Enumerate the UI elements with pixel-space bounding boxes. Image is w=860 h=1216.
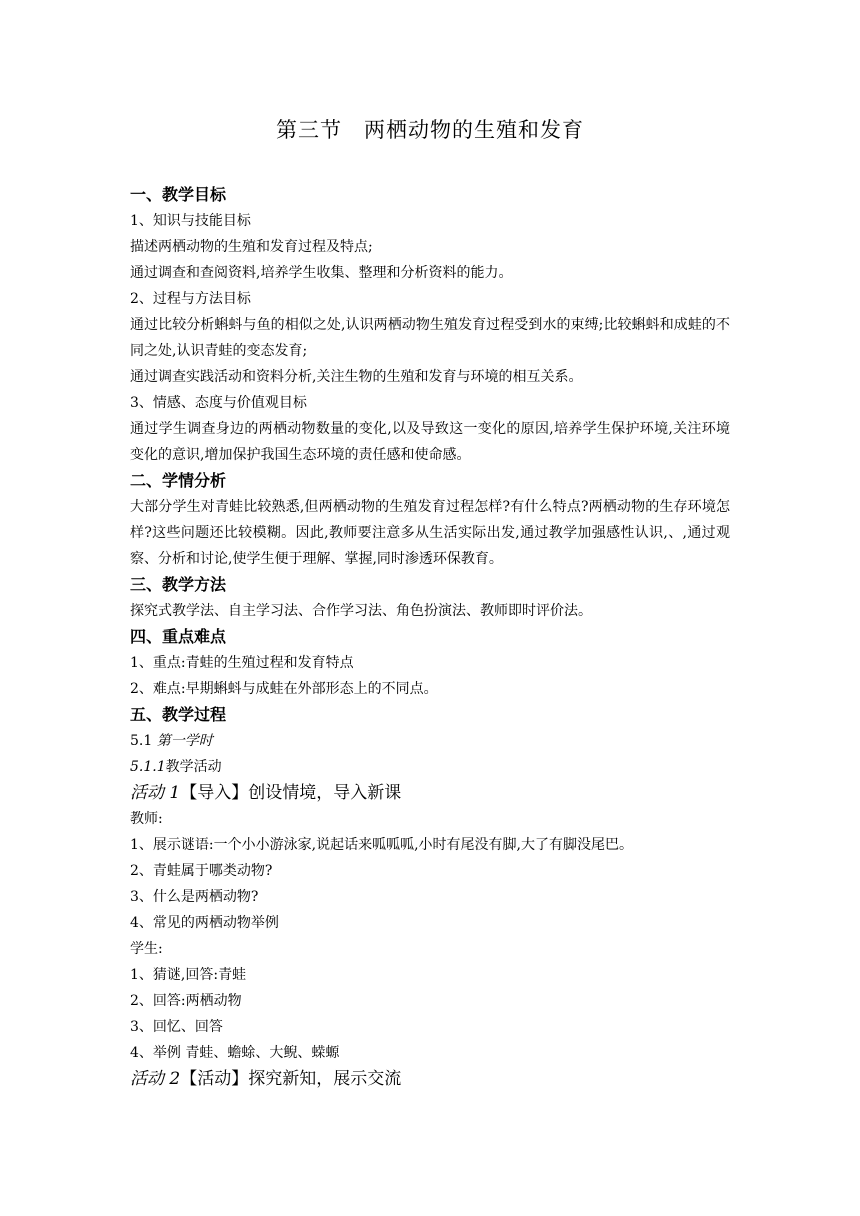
list-item: 2、回答:两栖动物 — [130, 993, 242, 1009]
text-line: 2、难点:早期蝌蚪与成蛙在外部形态上的不同点。 — [130, 681, 438, 697]
text-line: 通过调查和查阅资料,培养学生收集、整理和分析资料的能力。 — [130, 265, 513, 281]
subheading-text: 第一学时 — [156, 733, 213, 749]
subheading-text: 教学活动 — [165, 759, 222, 775]
section-heading-teaching-methods: 三、教学方法 — [130, 575, 227, 594]
student-label: 学生: — [130, 941, 163, 957]
section-heading-teaching-process: 五、教学过程 — [130, 705, 227, 724]
list-item: 1、猜谜,回答:青蛙 — [130, 967, 247, 983]
text-line: 通过调查实践活动和资料分析,关注生物的生殖和发育与环境的相互关系。 — [130, 369, 583, 385]
list-item: 4、常见的两栖动物举例 — [130, 915, 279, 931]
text-line: 描述两栖动物的生殖和发育过程及特点; — [130, 239, 373, 255]
activity-title: 【活动】探究新知，展示交流 — [180, 1069, 402, 1089]
list-item: 3、回忆、回答 — [130, 1019, 223, 1035]
subheading-number: 5.1 — [130, 733, 157, 749]
activity-heading-2 — [130, 1066, 730, 1092]
subheading-emotion-values: 3、情感、态度与价值观目标 — [130, 395, 307, 411]
activity-label: 活动 2 — [130, 1069, 181, 1089]
document-body — [130, 182, 730, 1092]
list-item: 2、青蛙属于哪类动物? — [130, 863, 273, 879]
activity-title: 【导入】创设情境，导入新课 — [180, 783, 402, 803]
subheading-process-methods: 2、过程与方法目标 — [130, 291, 251, 307]
text-line: 探究式教学法、自主学习法、合作学习法、角色扮演法、教师即时评价法。 — [130, 603, 592, 619]
section-heading-objectives: 一、教学目标 — [130, 185, 227, 204]
paragraph: 大部分学生对青蛙比较熟悉,但两栖动物的生殖发育过程怎样?有什么特点?两栖动物的生存环境怎样?这些问题还比较模糊。因此,教师要注意多从生活实际出发,通过教学加强感性认识,、,通过观察、分析和讨论,使学生便于理解、掌握,同时渗透环保教育。 — [130, 499, 730, 567]
section-heading-student-analysis: 二、学情分析 — [130, 471, 227, 490]
list-item: 1、展示谜语:一个小小游泳家,说起话来呱呱呱,小时有尾没有脚,大了有脚没尾巴。 — [130, 837, 633, 853]
subheading-teaching-activity — [130, 754, 730, 780]
text-line: 1、重点:青蛙的生殖过程和发育特点 — [130, 655, 354, 671]
list-item: 4、举例 青蛙、蟾蜍、大鲵、蝾螈 — [130, 1045, 340, 1061]
subheading-first-period — [130, 728, 730, 754]
subheading-knowledge-skills: 1、知识与技能目标 — [130, 213, 251, 229]
activity-heading-1 — [130, 780, 730, 806]
list-item: 3、什么是两栖动物? — [130, 889, 259, 905]
document-title: 第三节 两栖动物的生殖和发育 — [276, 118, 584, 142]
activity-label: 活动 1 — [130, 783, 181, 803]
section-heading-key-points: 四、重点难点 — [130, 627, 227, 646]
teacher-label: 教师: — [130, 811, 163, 827]
subheading-number: 5.1.1 — [130, 759, 166, 775]
paragraph: 通过比较分析蝌蚪与鱼的相似之处,认识两栖动物生殖发育过程受到水的束缚;比较蝌蚪和成蛙的不同之处,认识青蛙的变态发育; — [130, 317, 730, 359]
paragraph: 通过学生调查身边的两栖动物数量的变化,以及导致这一变化的原因,培养学生保护环境,关注环境变化的意识,增加保护我国生态环境的责任感和使命感。 — [130, 421, 730, 463]
